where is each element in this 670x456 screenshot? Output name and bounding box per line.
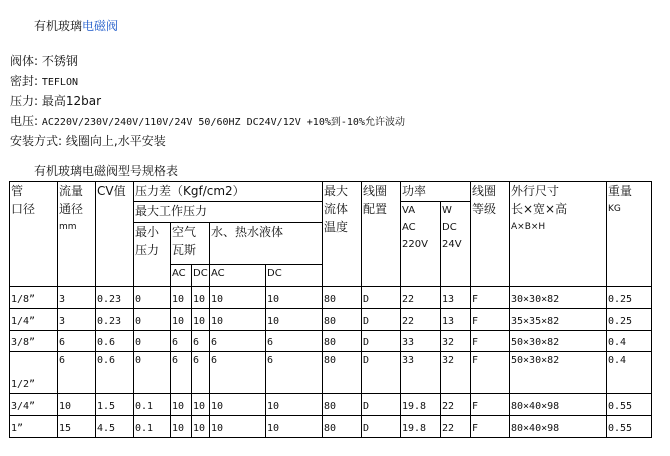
table-row: 1/8” 3 0.23 0 10 10 10 10 80 D 22 13 F 30×30×82 0.25 <box>10 287 652 309</box>
spec-label: 安装方式: <box>10 134 63 148</box>
header-cv: CV值 <box>96 182 134 287</box>
spec-table <box>9 181 652 438</box>
spec-value: 线圈向上,水平安装 <box>65 134 166 148</box>
spec-value: AC220V/230V/240V/110V/24V 50/60HZ DC24V/12V +10%到-10%允许波动 <box>41 117 405 128</box>
spec-pressure <box>10 92 101 109</box>
table-row: 1/4” 3 0.23 0 10 10 10 10 80 D 22 13 F 35×35×82 0.25 <box>10 309 652 331</box>
table-row: 1” 15 4.5 0.1 10 10 10 10 80 D 19.8 22 F 80×40×98 0.55 <box>10 416 652 438</box>
table-row: 3/4” 10 1.5 0.1 10 10 10 10 80 D 19.8 22 F 80×40×98 0.55 <box>10 394 652 416</box>
header-pressure-diff: 压力差（Kgf/cm2） <box>134 182 323 202</box>
spec-label: 密封: <box>10 74 39 88</box>
header-va: VA AC 220V <box>401 202 441 287</box>
header-weight: 重量 KG <box>607 182 652 287</box>
table-row: 1/2” 6 0.6 0 6 6 6 6 80 D 33 32 F 50×30×82 0.4 <box>10 352 652 394</box>
spec-label: 阀体: <box>10 54 39 68</box>
header-coil-config: 线圈 配置 <box>362 182 401 287</box>
title-text: 有机玻璃 <box>34 19 83 33</box>
header-water: 水、热水液体 <box>210 223 323 265</box>
spec-value: 最高12bar <box>41 94 102 108</box>
header-air-ac: AC <box>171 265 192 287</box>
header-air-gas: 空气 瓦斯 <box>171 223 210 265</box>
spec-install <box>10 132 166 149</box>
table-row: 3/8” 6 0.6 0 6 6 6 6 80 D 33 32 F 50×30×82 0.4 <box>10 331 652 352</box>
spec-label: 电压: <box>10 114 39 128</box>
header-dimensions: 外行尺寸 长×宽×高 A×B×H <box>510 182 607 287</box>
spec-body <box>10 52 78 69</box>
page-title <box>34 17 118 34</box>
title-link[interactable]: 电磁阀 <box>82 19 119 33</box>
spec-seal <box>10 72 78 89</box>
header-flow: 流量 通径 mm <box>58 182 96 287</box>
header-w: W DC 24V <box>441 202 471 287</box>
spec-label: 压力: <box>10 94 39 108</box>
header-water-ac: AC <box>210 265 266 287</box>
header-power: 功率 <box>401 182 471 202</box>
header-air-dc: DC <box>192 265 210 287</box>
header-min-pressure: 最小 压力 <box>134 223 171 287</box>
header-max-working-pressure: 最大工作压力 <box>134 202 323 223</box>
header-water-dc: DC <box>266 265 323 287</box>
header-max-temp: 最大 流体 温度 <box>323 182 362 287</box>
header-coil-class: 线圈 等级 <box>471 182 510 287</box>
spec-value: 不锈钢 <box>41 54 78 68</box>
spec-voltage <box>10 112 405 129</box>
spec-value: TEFLON <box>41 77 78 88</box>
table-caption: 有机玻璃电磁阀型号规格表 <box>34 164 179 178</box>
header-pipe-size: 管 口径 <box>10 182 58 287</box>
